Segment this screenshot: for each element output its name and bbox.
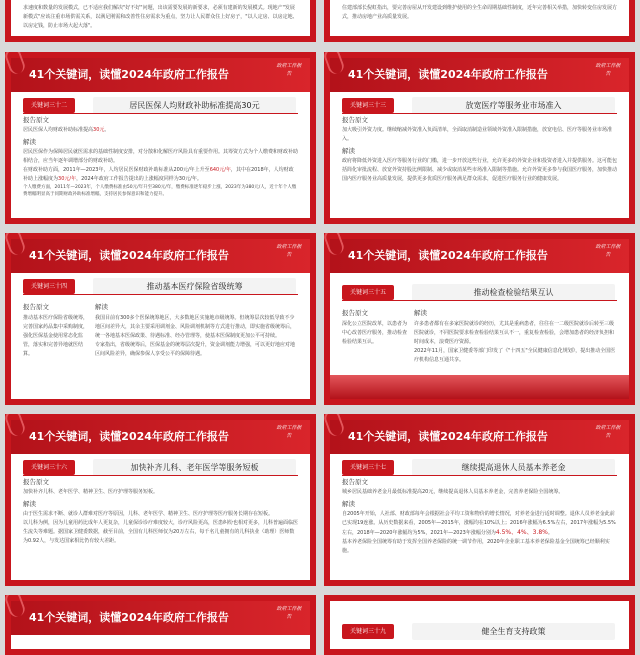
slide-header: [330, 420, 629, 454]
interpretation-text: 自2005年开始，人社部、财政部每年会根据社会平均工资和物价的增长情况，对养老金进行适时调整。退休人员养老金此前已实现19连涨。从历史数据来看，2005年—2015年，涨幅均在10%以上；2016年涨幅为6.5%左右，2017年涨幅为5.5%左右，2018年—2020年涨幅均为5%，2021年—2023年涨幅分别为4.5%、4%、3.8%。: [342, 511, 616, 536]
section-heading: 报告原文: [342, 116, 368, 124]
header-title: 41个关键词，读懂2024年政府工作报告: [348, 430, 548, 443]
badge-icon: 政府工作报告: [595, 63, 621, 77]
interpretation-text: 许多患者都有在多家医院就诊的经历，尤其是重病患者，往往在一二级医院就诊后转至三级医院就诊，不同医院要求检查检验结果互认不一，重复检查检验，会增加患者的经济负担和时间成本，浪费医疗资源。: [414, 321, 615, 345]
report-text: 深化公立医院改革，以患者为中心改善医疗服务，推动检查检验结果互认。: [342, 321, 408, 345]
badge-icon: 政府工作报告: [276, 425, 302, 439]
report-text: 加大吸引外资力度。继续缩减外资准入负面清单，全面取消制造业领域外资准入限制措施，放宽电信、医疗等服务业市场准入。: [342, 127, 613, 142]
interpretation-text: 我国目前有300多个医保统筹地区，大多数地区实施地市级统筹。但统筹层次较低导致不少地区间差异大，其余主要采用调剂金、风险调剂机制等方式进行推动，即实施省级统筹后，统一各地基本医保政策、待遇标准、经办管理等，使基本医保制度更加公平可持续。: [95, 315, 296, 339]
report-section: [23, 116, 298, 198]
badge-icon: 政府工作报告: [276, 244, 302, 258]
section-heading: 解读: [342, 147, 355, 155]
section-heading: 报告原文: [23, 303, 49, 311]
slide-1[interactable]: [324, 0, 635, 42]
report-column: [342, 309, 408, 347]
keyword-title: 推动检查检验结果互认: [412, 284, 615, 301]
divider: [23, 113, 298, 114]
interpretation-column: [414, 309, 617, 365]
interpretation-text: 居民医保作为保障居民就医需求的基础性制度安排，对分散和化解医疗风险具有重要作用。其筹资方式为个人缴费和财政补助相结合，应当年逐年调增部分的财政补助。: [23, 149, 299, 164]
slide-9[interactable]: [324, 595, 635, 655]
keyword-label: 关键词三十九: [342, 624, 394, 639]
keyword-title: 继续提高退休人员基本养老金: [412, 459, 615, 476]
keyword-label: 关键词三十四: [23, 279, 75, 294]
section-heading: 报告原文: [23, 478, 49, 486]
keyword-label: 关键词三十三: [342, 98, 394, 113]
report-section: [23, 478, 298, 546]
decorative-wave: [330, 375, 629, 399]
slide-5[interactable]: [324, 233, 635, 405]
slide-header: [330, 239, 629, 273]
badge-icon: 政府工作报告: [595, 425, 621, 439]
slide-text: 求速度和数量的发展模式，已不适应我们解决"好不好"问题，出该需要发展的新要求，必须有建新的发展模式。现地产"发展新模式"应该注重市场供需关系，以满足刚需和改善性住房需求为重点，坚力让人民群众住上好房子，"以人定房、以房定地、以房定钱，防止市场大起大落"。: [23, 5, 298, 29]
section-heading: 解读: [23, 500, 36, 508]
divider: [342, 113, 617, 114]
keyword-title: 居民医保人均财政补助标准提高30元: [93, 97, 296, 114]
report-section: [342, 478, 617, 556]
slide-header: [11, 601, 310, 635]
interpretation-text: 专家指出，省级统筹后，医保基金的统筹层次提升，资金调剂能力增强，可以更好地应对地区间风险差异，确保参保人享受公平的保障待遇。: [95, 342, 296, 357]
report-section: [342, 116, 617, 184]
slide-8[interactable]: [5, 595, 316, 655]
interpretation-text: 在财政补助方面，2011年—2023年，人均居民医保财政补助标准从200元/年上升至640元/年，其中在2018年，人均财政补助上涨幅度为30元/年，2024年政府工作报告提出的上涨幅度同样为30元/年。: [23, 167, 294, 182]
badge-icon: 政府工作报告: [595, 244, 621, 258]
report-text: 加快补齐儿科、老年医学、精神卫生、医疗护理等服务短板。: [23, 489, 159, 495]
header-title: 41个关键词，读懂2024年政府工作报告: [29, 68, 229, 81]
interpretation-text: 政府将降低外资进入医疗等服务行业的门槛，进一步开放这些行业，允许更多的外资企业和投资者进入并提供服务。这可能包括简化审批流程、放宽外资持股比例限制、减少或取消某些市场准入限制等措施。允许外资更多参与我国医疗服务，加快推动国内医疗服务业高质量发展，提供更多优质医疗服务满足群众需求，促进医疗服务行业的健康发展。: [342, 158, 618, 182]
section-heading: 报告原文: [342, 478, 368, 486]
keyword-label: 关键词三十六: [23, 460, 75, 475]
keyword-label: 关键词三十五: [342, 285, 394, 300]
report-text: 城乡居民基础养老金月最低标准提高20元，继续提高退休人员基本养老金，完善养老保险全国统筹。: [342, 489, 564, 495]
keyword-title: 加快补齐儿科、老年医学等服务短板: [93, 459, 296, 476]
divider: [23, 294, 298, 295]
divider: [342, 300, 617, 301]
interpretation-text: 基本养老保险全国统筹有助于发挥全国养老保险的统一调节作用，2020年企业职工基本养老保险基金全国统筹已经顺利实施。: [342, 539, 610, 554]
header-title: 41个关键词，读懂2024年政府工作报告: [29, 611, 229, 624]
keyword-title: 放宽医疗等服务业市场准入: [412, 97, 615, 114]
keyword-title: 健全生育支持政策: [412, 623, 615, 640]
interpretation-text: 个人缴费方面，2011年—2023年，个人缴费标准由50元/年升至380元/年，缴费标准逐年稳步上涨，2023年为380元/人，近十年个人缴费增幅明显高于同期财政补助标准增幅，支持居民参保意识和能力提升。: [23, 185, 297, 197]
header-title: 41个关键词，读懂2024年政府工作报告: [29, 249, 229, 262]
slide-header: [11, 58, 310, 92]
keyword-label: 关键词三十二: [23, 98, 75, 113]
header-title: 41个关键词，读懂2024年政府工作报告: [348, 249, 548, 262]
report-text: 居民医保人均财政补助标准提高30元。: [23, 127, 110, 133]
interpretation-text: 由于医生需求不断、就诊人群难对医疗等原因，儿科、老年医学、精神卫生、医疗护理等医疗服务长期存在短板。: [23, 511, 274, 517]
slide-7[interactable]: [324, 414, 635, 586]
interpretation-text: 2022年11月，国家卫健委等部门印发了《"十四五"全民健康信息化规划》，提出推动全国医疗机构信息互通共享。: [414, 348, 616, 363]
slide-2[interactable]: [5, 52, 316, 224]
slide-text: 住建部部长倪虹指出，要完善房屋从开发建设到维护使用的全生命周期基础性制度，近年完善相关举措，加快转变住房发展方式，推动房地产业高质量发展。: [342, 5, 618, 20]
section-heading: 解读: [23, 138, 36, 146]
divider: [23, 475, 298, 476]
interpretation-text: 以儿科为例，因为儿童用药比成年人更复杂，儿童保诊诊疗难度较大，诊疗风险更高，医患纠纷也相对更多，儿科普遍面临医生流失等难题。据国家卫健委数据，截至目前，全国有儿科医师仅为20万左右，每千名儿童拥有的儿科执业（助理）医师数为0.92人，与发达国家相比仍有较大差距。: [23, 520, 299, 544]
divider: [342, 475, 617, 476]
slide-header: [11, 420, 310, 454]
slide-header: [330, 58, 629, 92]
slide-header: [11, 239, 310, 273]
slide-6[interactable]: [5, 414, 316, 586]
report-text: 推动基本医疗保险省级统筹，完善国家药品集中采购制度，强化医保基金使用常态化监管，落实和完善异地就医结算。: [23, 315, 89, 357]
keyword-title: 推动基本医疗保险省级统筹: [93, 278, 296, 295]
section-heading: 解读: [342, 500, 355, 508]
section-heading: 解读: [95, 303, 108, 311]
badge-icon: 政府工作报告: [276, 606, 302, 620]
slide-4[interactable]: [5, 233, 316, 405]
slide-0[interactable]: [5, 0, 316, 42]
section-heading: 报告原文: [23, 116, 49, 124]
report-column: [23, 303, 89, 359]
slide-3[interactable]: [324, 52, 635, 224]
section-heading: 解读: [414, 309, 427, 317]
badge-icon: 政府工作报告: [276, 63, 302, 77]
interpretation-column: [95, 303, 298, 359]
header-title: 41个关键词，读懂2024年政府工作报告: [29, 430, 229, 443]
section-heading: 报告原文: [342, 309, 368, 317]
header-title: 41个关键词，读懂2024年政府工作报告: [348, 68, 548, 81]
keyword-label: 关键词三十七: [342, 460, 394, 475]
